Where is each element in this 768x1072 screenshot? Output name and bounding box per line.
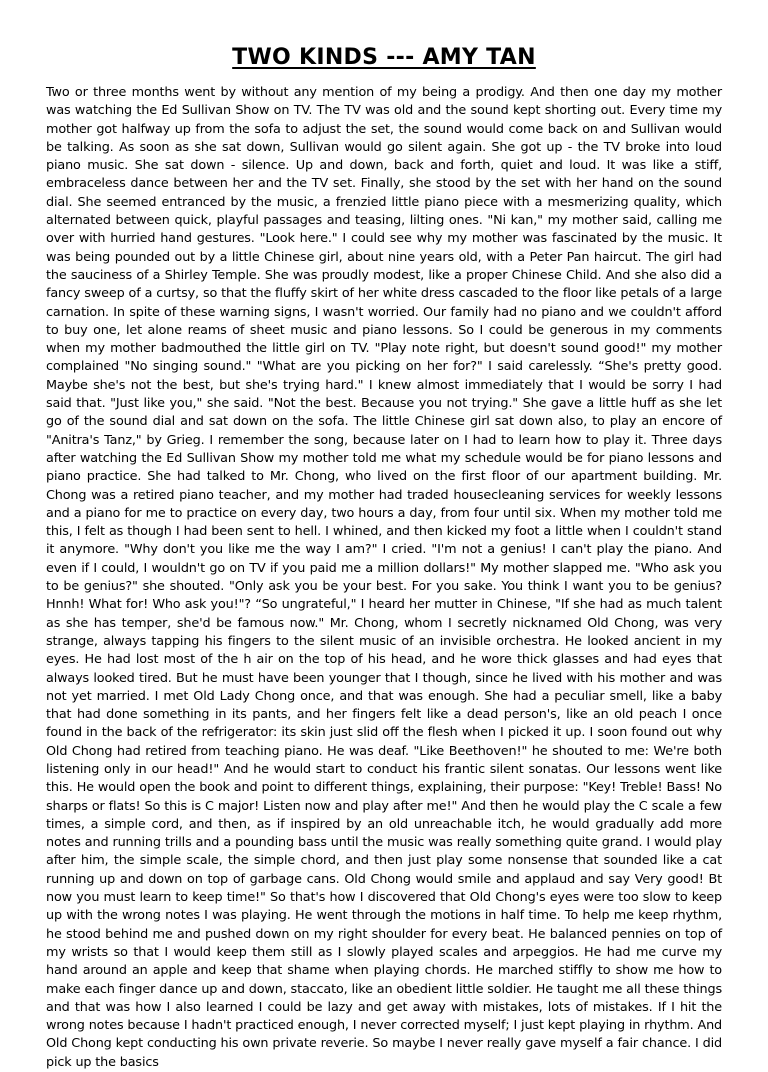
document-body-text: Two or three months went by without any mention of my being a prodigy. And then one day my mother was watching the Ed Sullivan Show on TV. The TV was old and the sound kept shorting out. Every time my mother got halfway up from the sofa to adjust the set, the sound would come back on and Sullivan would be talking. As soon as she sat down, Sullivan would go silent again. She got up - the TV broke into loud piano music. She sat down - silence. Up and down, back and forth, quiet and loud. It was like a stiff, embraceless dance between her and the TV set. Finally, she stood by the set with her hand on the sound dial. She seemed entranced by the music, a frenzied little piano piece with a mesmerizing quality, which alternated between quick, playful passages and teasing, lilting ones. "Ni kan," my mother said, calling me over with hurried hand gestures. "Look here." I could see why my mother was fascinated by the music. It was being pounded out by a little Chinese girl, about nine years old, with a Peter Pan haircut. The girl had the sauciness of a Shirley Temple. She was proudly modest, like a proper Chinese Child. And she also did a fancy sweep of a curtsy, so that the fluffy skirt of her white dress cascaded to the floor like petals of a large carnation. In spite of these warning signs, I wasn't worried. Our family had no piano and we couldn't afford to buy one, let alone reams of sheet music and piano lessons. So I could be generous in my comments when my mother badmouthed the little girl on TV. "Play note right, but doesn't sound good!" my mother complained "No singing sound." "What are you picking on her for?" I said carelessly. “She's pretty good. Maybe she's not the best, but she's trying hard." I knew almost immediately that I would be sorry I had said that. "Just like you," she said. "Not the best. Because you not trying." She gave a little huff as she let go of the sound dial and sat down on the sofa. The little Chinese girl sat down also, to play an encore of "Anitra's Tanz," by Grieg. I remember the song, because later on I had to learn how to play it. Three days after watching the Ed Sullivan Show my mother told me what my schedule would be for piano lessons and piano practice. She had talked to Mr. Chong, who lived on the first floor of our apartment building. Mr. Chong was a retired piano teacher, and my mother had traded housecleaning services for weekly lessons and a piano for me to practice on every day, two hours a day, from four until six. When my mother told me this, I felt as though I had been sent to hell. I whined, and then kicked my foot a little when I couldn't stand it anymore. "Why don't you like me the way I am?" I cried. "I'm not a genius! I can't play the piano. And even if I could, I wouldn't go on TV if you paid me a million dollars!" My mother slapped me. "Who ask you to be genius?" she shouted. "Only ask you be your best. For you sake. You think I want you to be genius? Hnnh! What for! Who ask you!"? “So ungrateful," I heard her mutter in Chinese, "If she had as much talent as she has temper, she'd be famous now." Mr. Chong, whom I secretly nicknamed Old Chong, was very strange, always tapping his fingers to the silent music of an invisible orchestra. He looked ancient in my eyes. He had lost most of the h air on the top of his head, and he wore thick glasses and had eyes that always looked tired. But he must have been younger that I though, since he lived with his mother and was not yet married. I met Old Lady Chong once, and that was enough. She had a peculiar smell, like a baby that had done something in its pants, and her fingers felt like a dead person's, like an old peach I once found in the back of the refrigerator: its skin just slid off the flesh when I picked it up. I soon found out why Old Chong had retired from teaching piano. He was deaf. "Like Beethoven!" he shouted to me: We're both listening only in our head!" And he would start to conduct his frantic silent sonatas. Our lessons went like this. He would open the book and point to different things, explaining, their purpose: "Key! Treble! Bass! No sharps or flats! So this is C major! Listen now and play after me!" And then he would play the C scale a few times, a simple cord, and then, as if inspired by an old unreachable itch, he would gradually add more notes and running trills and a pounding bass until the music was really something quite grand. I would play after him, the simple scale, the simple chord, and then just play some nonsense that sounded like a cat running up and down on top of garbage cans. Old Chong would smile and applaud and say Very good! Bt now you must learn to keep time!" So that's how I discovered that Old Chong's eyes were too slow to keep up with the wrong notes I was playing. He went through the motions in half time. To help me keep rhythm, he stood behind me and pushed down on my right shoulder for every beat. He balanced pennies on top of my wrists so that I would keep them still as I slowly played scales and arpeggios. He had me curve my hand around an apple and keep that shame when playing chords. He marched stiffly to show me how to make each finger dance up and down, staccato, like an obedient little soldier. He taught me all these things and that was how I also learned I could be lazy and get away with mistakes, lots of mistakes. If I hit the wrong notes because I hadn't practiced enough, I never corrected myself; I just kept playing in rhythm. And Old Chong kept conducting his own private reverie. So maybe I never really gave myself a fair chance. I did pick up the basics (46, 85, 722, 1070)
document-title: TWO KINDS --- AMY TAN (232, 45, 536, 70)
document-page (46, 34, 722, 1070)
